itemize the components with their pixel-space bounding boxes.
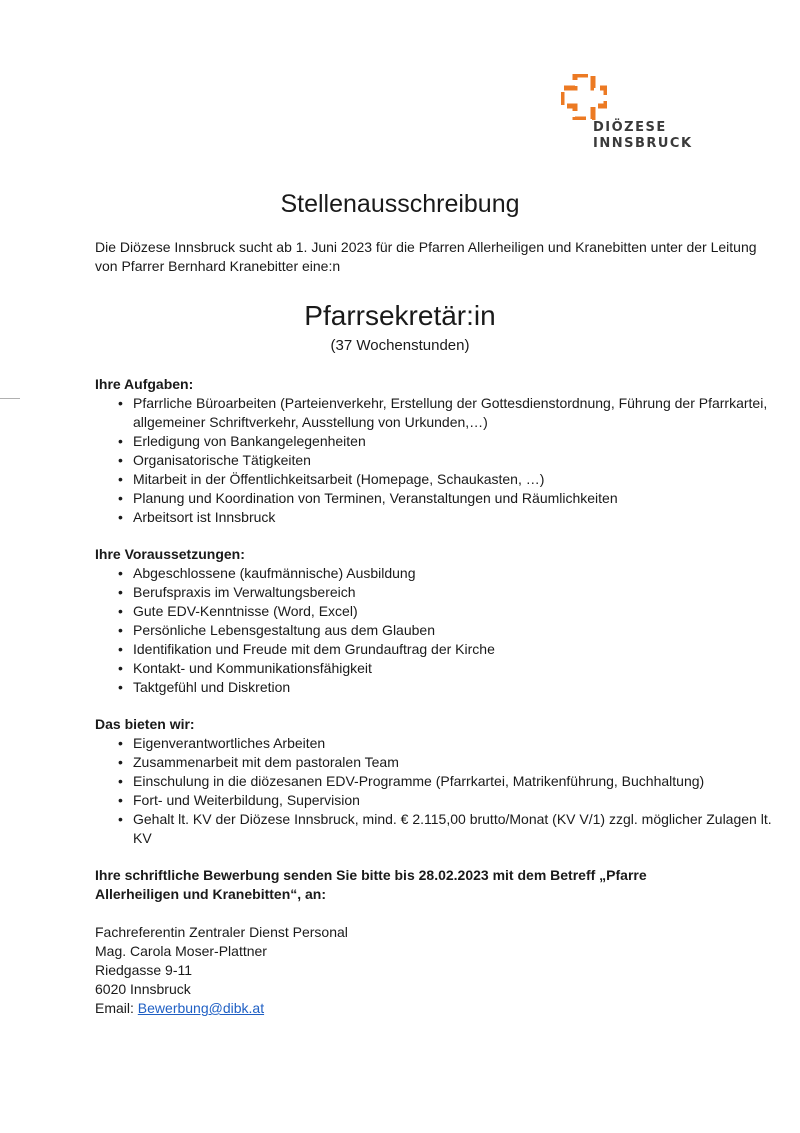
list-item: • Zusammenarbeit mit dem pastoralen Team	[133, 753, 775, 772]
list-item: • Persönliche Lebensgestaltung aus dem Glauben	[133, 621, 775, 640]
contact-city: 6020 Innsbruck	[95, 981, 191, 997]
logo-line-2: INNSBRUCK	[593, 136, 693, 151]
page-title: Stellenausschreibung	[280, 190, 520, 218]
list-item: • Kontakt- und Kommunikationsfähigkeit	[133, 659, 775, 678]
email-label: Email:	[95, 1000, 134, 1016]
list-item: • Einschulung in die diözesanen EDV-Programme (Pfarrkartei, Matrikenführung, Buchhaltung)	[133, 772, 775, 791]
section-voraussetzungen	[95, 545, 775, 697]
contact-role: Fachreferentin Zentraler Dienst Personal	[95, 924, 348, 940]
offer-list	[95, 734, 775, 848]
list-item: • Gute EDV-Kenntnisse (Word, Excel)	[133, 602, 775, 621]
list-item: • Eigenverantwortliches Arbeiten	[133, 734, 775, 753]
list-item: • Berufspraxis im Verwaltungsbereich	[133, 583, 775, 602]
cross-logo-icon	[561, 74, 607, 120]
list-item: • Erledigung von Bankangelegenheiten	[133, 432, 775, 451]
list-item: • Taktgefühl und Diskretion	[133, 678, 775, 697]
requirement-list	[95, 564, 775, 697]
list-item: • Pfarrliche Büroarbeiten (Parteienverkehr, Erstellung der Gottesdienstordnung, Führung der Pfarrkartei, allgemeiner Schriftverkehr, Ausstellung von Urkunden,…)	[133, 394, 775, 432]
list-item: • Identifikation und Freude mit dem Grundauftrag der Kirche	[133, 640, 775, 659]
section-angebot	[95, 715, 775, 848]
section-aufgaben	[95, 375, 775, 527]
section-heading: Das bieten wir:	[95, 716, 195, 732]
email-link[interactable]: Bewerbung@dibk.at	[137, 1000, 265, 1016]
task-list	[95, 394, 775, 527]
margin-mark	[0, 398, 20, 399]
job-title: Pfarrsekretär:in	[304, 300, 496, 331]
list-item: • Gehalt lt. KV der Diözese Innsbruck, mind. € 2.115,00 brutto/Monat (KV V/1) zzgl. möglicher Zulagen lt. KV	[133, 810, 775, 848]
contact-name: Mag. Carola Moser-Plattner	[95, 943, 267, 959]
contact-street: Riedgasse 9-11	[95, 962, 193, 978]
contact-block	[95, 923, 348, 1018]
list-item: • Fort- und Weiterbildung, Supervision	[133, 791, 775, 810]
section-heading: Ihre Aufgaben:	[95, 376, 194, 392]
job-hours: (37 Wochenstunden)	[330, 337, 470, 354]
application-instructions: Ihre schriftliche Bewerbung senden Sie bitte bis 28.02.2023 mit dem Betreff „Pfarre Allerheiligen und Kranebitten“, an:	[95, 867, 647, 902]
list-item: • Abgeschlossene (kaufmännische) Ausbildung	[133, 564, 775, 583]
list-item: • Organisatorische Tätigkeiten	[133, 451, 775, 470]
intro-text: Die Diözese Innsbruck sucht ab 1. Juni 2023 für die Pfarren Allerheiligen und Kranebitten unter der Leitung von Pfarrer Bernhard Kranebitter eine:n	[95, 239, 757, 274]
logo-line-1: DIÖZESE	[593, 120, 667, 135]
list-item: • Arbeitsort ist Innsbruck	[133, 508, 775, 527]
list-item: • Planung und Koordination von Terminen, Veranstaltungen und Räumlichkeiten	[133, 489, 775, 508]
dioezese-logo	[561, 74, 691, 158]
section-heading: Ihre Voraussetzungen:	[95, 546, 245, 562]
contact-email-line	[95, 999, 348, 1018]
list-item: • Mitarbeit in der Öffentlichkeitsarbeit (Homepage, Schaukasten, …)	[133, 470, 775, 489]
